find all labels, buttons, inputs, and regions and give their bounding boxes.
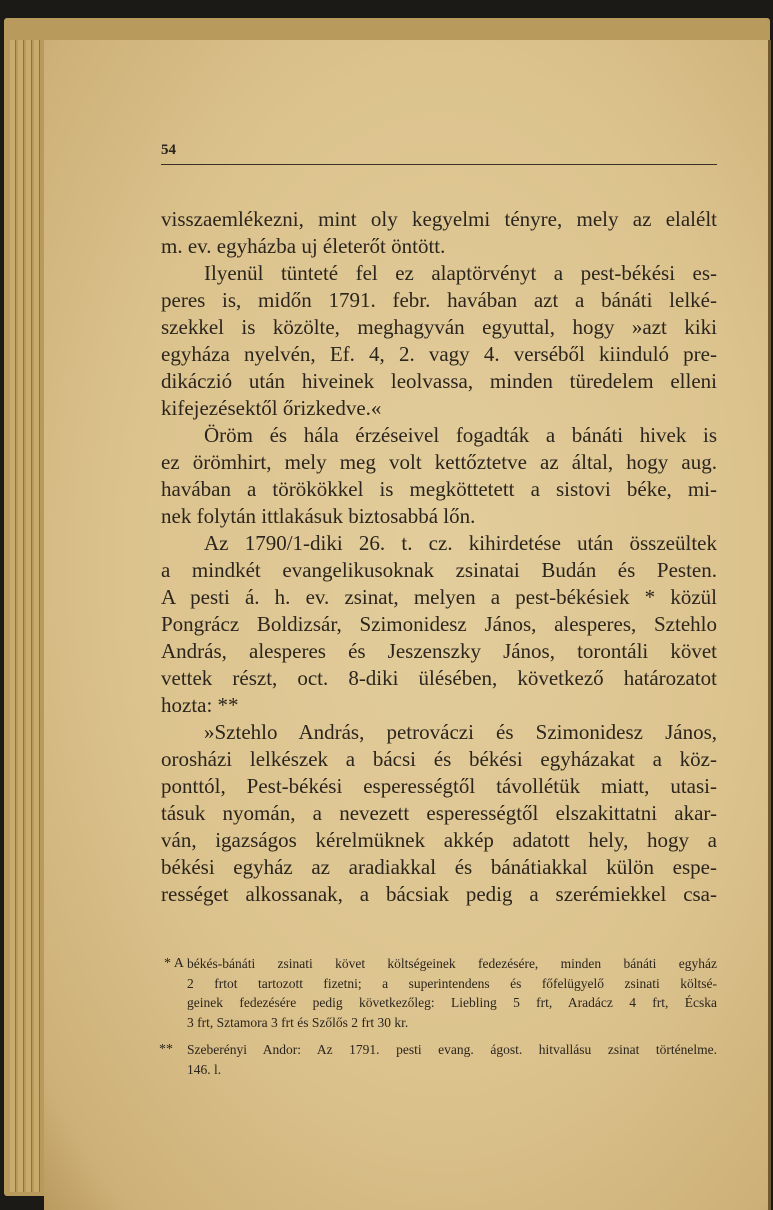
text-line: havában a törökökkel is megköttetett a sistovi béke, mi- [161, 477, 717, 501]
page-edge [26, 40, 32, 1192]
text-line: Az 1790/1-diki 26. t. cz. kihirdetése után összeültek [204, 531, 717, 555]
book-page-stack [4, 18, 770, 1196]
text-line: kifejezésektől őrizkedve.« [161, 396, 382, 420]
text-line: orosházi lelkészek a bácsi és békési egyházakat a köz- [161, 747, 717, 771]
footnote-line: 3 frt, Sztamora 3 frt és Szőlős 2 frt 30 kr. [187, 1014, 409, 1030]
footnote-line: Szeberényi Andor: Az 1791. pesti evang. ágost. hitvallásu zsinat történelme. [187, 1042, 717, 1057]
text-line: nek folytán ittlakásuk biztosabbá lőn. [161, 504, 476, 528]
footnote-line: geinek fedezésére pedig következőleg: Liebling 5 frt, Aradácz 4 frt, Écska [187, 995, 717, 1010]
text-line: peres is, midőn 1791. febr. havában azt a bánáti lelké- [161, 288, 717, 312]
text-line: szekkel is közölte, meghagyván egyuttal, hogy »azt kiki [161, 315, 717, 339]
book-page [44, 40, 771, 1210]
footnote-line: 146. l. [187, 1061, 222, 1077]
page-number: 54 [161, 142, 176, 158]
page-edge [10, 40, 16, 1192]
body-text [161, 206, 717, 908]
text-line: rességet alkossanak, a bácsiak pedig a szerémiekkel csa- [161, 882, 717, 906]
text-line: vettek részt, oct. 8-diki ülésében, következő határozatot [161, 666, 717, 690]
text-line: békési egyház az aradiakkal és bánátiakkal külön espe- [161, 855, 717, 879]
text-line: »Sztehlo András, petrováczi és Szimonidesz János, [204, 720, 717, 744]
text-line: Pongrácz Boldizsár, Szimonidesz János, alesperes, Sztehlo [161, 612, 717, 636]
text-line: a mindkét evangelikusoknak zsinatai Budán és Pesten. [161, 558, 717, 582]
footnote-line: 2 frtot tartozott fizetni; a superintendens és főfelügyelő zsinati költsé- [187, 975, 717, 991]
footnote [161, 1040, 717, 1079]
text-line: ez örömhirt, mely meg volt kettőztetve az által, hogy aug. [161, 450, 717, 474]
text-line: ván, igazságos kérelmüknek akkép adatott hely, hogy a [161, 828, 717, 852]
text-line: András, alesperes és Jeszenszky János, torontáli követ [161, 639, 717, 663]
text-line: tásuk nyomán, a nevezett esperességtől elszakittatni akar- [161, 801, 717, 825]
text-line: dikáczió után hiveinek leolvassa, minden türedelem elleni [161, 369, 717, 393]
footnote-marker: * A [164, 956, 184, 971]
text-line: Ilyenül tünteté fel ez alaptörvényt a pest-békési es- [204, 261, 717, 285]
footnotes [161, 954, 717, 1087]
footnote-marker: ** [159, 1042, 173, 1057]
text-line: m. ev. egyházba uj életerőt öntött. [161, 234, 446, 258]
page-edge [18, 40, 24, 1192]
text-line: ponttól, Pest-békési esperességtől távollétük miatt, utasi- [161, 774, 717, 798]
footnote-line: békés-bánáti zsinati követ költségeinek fedezésére, minden bánáti egyház [187, 956, 717, 971]
footnote [161, 954, 717, 1032]
text-line: visszaemlékezni, mint oly kegyelmi tényre, mely az elalélt [161, 207, 717, 231]
text-line: A pesti á. h. ev. zsinat, melyen a pest-békésiek * közül [161, 585, 717, 609]
text-line: Öröm és hála érzéseivel fogadták a bánáti hivek is [204, 423, 717, 447]
page-edge [34, 40, 40, 1192]
text-line: hozta: ** [161, 693, 239, 717]
page-header [161, 140, 717, 165]
text-line: egyháza nyelvén, Ef. 4, 2. vagy 4. verséből kiinduló pre- [161, 342, 717, 366]
